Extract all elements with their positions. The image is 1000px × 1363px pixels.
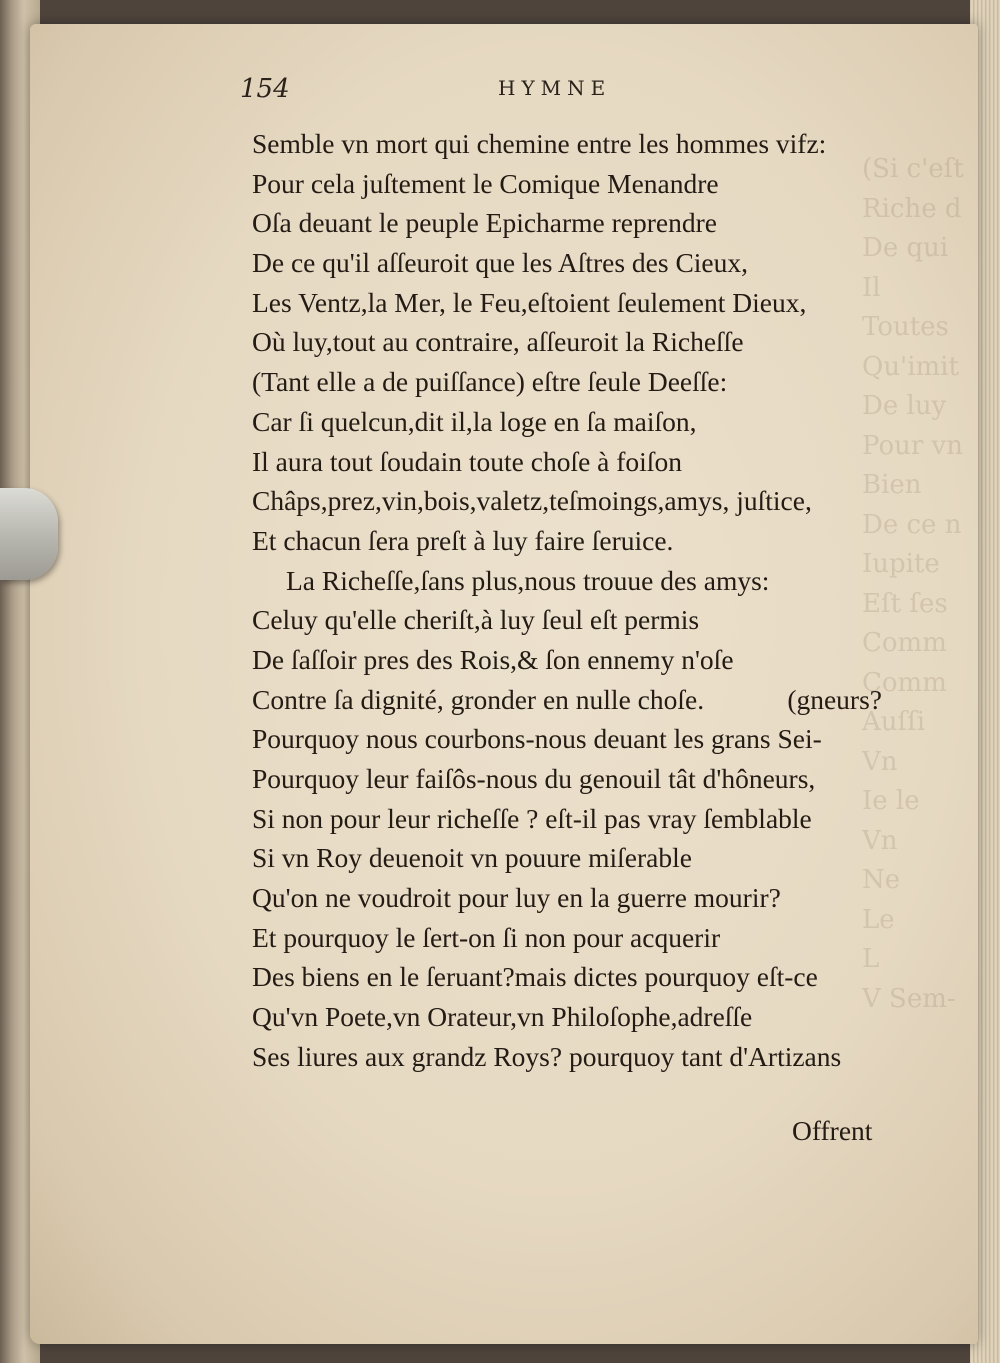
bleed-line: De luy	[862, 391, 947, 421]
bleed-line: Vn	[862, 746, 898, 777]
bleed-line: Auſſi	[862, 707, 926, 737]
text-line: De ce qu'il aſſeuroit que les Aſtres des Cieux,	[252, 247, 749, 279]
text-line: Et chacun ſera preſt à luy faire ſeruice.	[252, 524, 674, 556]
bleed-line: Qu'imit	[862, 351, 959, 382]
bleed-line: Eſt ſes	[862, 588, 948, 619]
bleed-line: Pour vn	[862, 430, 963, 461]
text-line: Des biens en le ſeruant?mais dictes pourquoy eſt-ce	[252, 961, 818, 993]
text-line-with-turnover	[252, 680, 892, 720]
bleed-line: De qui	[862, 233, 949, 263]
bleed-line: Comm	[862, 628, 947, 658]
text-line: Pourquoy nous courbons-nous deuant les grans Sei-	[252, 723, 822, 755]
text-line: Celuy qu'elle cheriſt,à luy ſeul eſt permis	[252, 604, 700, 636]
text-line: Et pourquoy le ſert-on ſi non pour acquerir	[252, 921, 721, 953]
bleed-line: Toutes	[862, 312, 949, 342]
bleed-line: Bien	[862, 470, 922, 500]
bleed-line: Vn	[862, 825, 898, 856]
bleed-line: De ce n	[862, 509, 962, 540]
bleed-line: Il	[862, 272, 881, 303]
bleed-line: Ie le	[862, 786, 920, 816]
page-header	[240, 74, 880, 108]
text-line: Il aura tout ſoudain toute choſe à foiſon	[252, 445, 682, 477]
text-line: Pour cela juſtement le Comique Menandre	[252, 167, 719, 199]
poem-text	[252, 124, 892, 1077]
bleed-line: (Si c'eſt	[862, 154, 964, 184]
running-title: HYMNE	[498, 76, 612, 100]
bleed-line: Iupite	[862, 549, 940, 579]
text-line: Si vn Roy deuenoit vn pouure miſerable	[252, 842, 692, 874]
text-line: Qu'on ne voudroit pour luy en la guerre mourir?	[252, 882, 781, 914]
text-line: De ſaſſoir pres des Rois,& ſon ennemy n'oſe	[252, 643, 734, 675]
bleed-line: Comm	[862, 667, 947, 698]
text-line: Qu'vn Poete,vn Orateur,vn Philoſophe,adreſſe	[252, 1001, 753, 1033]
text-line: Où luy,tout au contraire, aſſeuroit la Richeſſe	[252, 326, 744, 358]
turnover-word: (gneurs?	[787, 683, 882, 715]
bleed-line: Ne	[862, 865, 901, 895]
text-line: La Richeſſe,ſans plus,nous trouue des amys:	[286, 564, 770, 596]
text-line: Châps,prez,vin,bois,valetz,teſmoings,amys, juſtice,	[252, 485, 812, 517]
bleed-line: Riche d	[862, 193, 962, 224]
page-number: 154	[240, 74, 290, 104]
text-line: Ses liures aux grandz Roys? pourquoy tant d'Artizans	[252, 1040, 842, 1072]
text-line: Contre ſa dignité, gronder en nulle choſe.	[252, 683, 705, 715]
text-line: Pourquoy leur faiſôs-nous du genouil tât d'hôneurs,	[252, 763, 816, 794]
text-line: Oſa deuant le peuple Epicharme reprendre	[252, 207, 717, 239]
text-line: Les Ventz,la Mer, le Feu,eſtoient ſeulement Dieux,	[252, 286, 807, 318]
text-line: Car ſi quelcun,dit il,la loge en ſa maiſon,	[252, 405, 697, 437]
text-line: Semble vn mort qui chemine entre les hommes vifz:	[252, 128, 827, 159]
bleed-line: V Sem-	[862, 983, 956, 1014]
page-clip	[0, 488, 58, 580]
text-line: (Tant elle a de puiſſance) eſtre ſeule Deeſſe:	[252, 366, 728, 398]
catchword: Offrent	[792, 1115, 873, 1146]
bleed-line: L	[862, 944, 880, 974]
bleed-line: Le	[862, 904, 895, 935]
text-line: Si non pour leur richeſſe ? eſt-il pas vray ſemblable	[252, 802, 812, 834]
